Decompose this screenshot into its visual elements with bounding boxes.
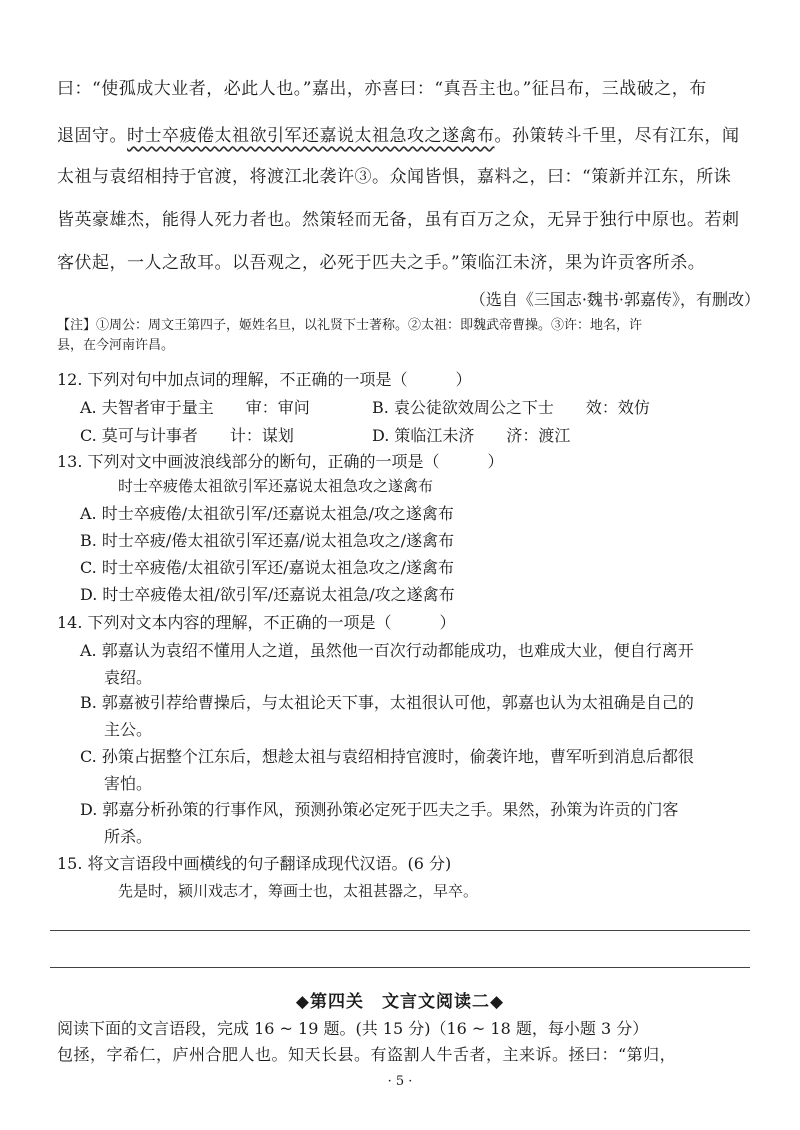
q14-option-b-line2: 主公。 <box>104 720 153 739</box>
section-instruction: 阅读下面的文言语段，完成 16 ~ 19 题。(共 15 分)（16 ~ 18 题，每小题 3 分） <box>57 1019 649 1038</box>
q13-option-c: C. 时士卒疲倦/太祖欲引军还/嘉说太祖急攻之/遂禽布 <box>80 558 455 577</box>
passage-line-2: 退固守。时士卒疲倦太祖欲引军还嘉说太祖急攻之遂禽布。孙策转斗千里，尽有江东，闻 <box>57 126 740 146</box>
q12-option-d: D. 策临江未济 济：渡江 <box>372 426 571 445</box>
note-line-1: 【注】①周公：周文王第四子，姬姓名旦，以礼贤下士著称。②太祖：即魏武帝曹操。③许：地名，许 <box>57 318 643 333</box>
q15-stem: 15. 将文言语段中画横线的句子翻译成现代汉语。(6 分) <box>57 854 452 873</box>
note-line-2: 县，在今河南许昌。 <box>57 338 175 353</box>
section-first-line: 包拯，字希仁，庐州合肥人也。知天长县。有盗割人牛舌者，主来诉。拯曰：“第归， <box>57 1045 677 1064</box>
q14-option-d-line2: 所杀。 <box>104 827 153 846</box>
passage-line-3: 太祖与袁绍相持于官渡，将渡江北袭许③。众闻皆惧，嘉料之，曰：“策新并江东，所诛 <box>57 167 732 187</box>
q13-sentence: 时士卒疲倦太祖欲引军还嘉说太祖急攻之遂禽布 <box>118 477 434 495</box>
q13-stem: 13. 下列对文中画波浪线部分的断句，正确的一项是（ ） <box>57 452 504 471</box>
q13-option-a: A. 时士卒疲倦/太祖欲引军/还嘉说太祖急/攻之遂禽布 <box>80 504 454 523</box>
q14-stem: 14. 下列对文本内容的理解，不正确的一项是（ ） <box>57 613 456 632</box>
annotation-note <box>57 316 754 356</box>
q14-option-b-line1: B. 郭嘉被引荐给曹操后，与太祖论天下事，太祖很认可他，郭嘉也认为太祖确是自己的 <box>80 693 694 712</box>
q13-option-d: D. 时士卒疲倦太祖/欲引军/还嘉说太祖急/攻之遂禽布 <box>80 585 455 604</box>
answer-line-2 <box>50 967 750 968</box>
answer-line-1 <box>50 930 750 931</box>
q12-stem: 12. 下列对句中加点词的理解，不正确的一项是（ ） <box>57 370 472 389</box>
q14-option-c-line2: 害怕。 <box>104 774 153 793</box>
passage-line-5: 客伏起，一人之敌耳。以吾观之，必死于匹夫之手。”策临江未济，果为许贡客所杀。 <box>57 253 706 273</box>
q13-option-b: B. 时士卒疲/倦太祖欲引军还嘉/说太祖急攻之/遂禽布 <box>80 531 455 550</box>
q12-option-c: C. 莫可与计事者 计：谋划 <box>80 426 294 445</box>
q14-option-a-line2: 袁绍。 <box>104 668 153 687</box>
q12-option-a: A. 夫智者审于量主 审：审问 <box>80 398 310 417</box>
passage-line-1: 曰：“使孤成大业者，必此人也。”嘉出，亦喜曰：“真吾主也。”征吕布，三战破之，布 <box>57 79 707 99</box>
passage-line-4: 皆英豪雄杰，能得人死力者也。然策轻而无备，虽有百万之众，无异于独行中原也。若刺 <box>57 210 740 230</box>
q15-sentence: 先是时，颍川戏志才，筹画士也，太祖甚器之，早卒。 <box>118 882 479 900</box>
passage-source: （选自《三国志·魏书·郭嘉传》，有删改） <box>469 290 760 309</box>
q14-option-a-line1: A. 郭嘉认为袁绍不懂用人之道，虽然他一百次行动都能成功，也难成大业，便自行离开 <box>80 641 694 660</box>
q12-option-b: B. 袁公徒欲效周公之下士 效：效仿 <box>372 398 650 417</box>
wavy-underlined-sentence: 时士卒疲倦太祖欲引军还嘉说太祖急攻之遂禽布 <box>127 126 495 146</box>
q14-option-d-line1: D. 郭嘉分析孙策的行事作风，预测孙策必定死于匹夫之手。果然，孙策为许贡的门客 <box>80 800 679 819</box>
section-title: ◆第四关 文言文阅读二◆ <box>295 992 505 1012</box>
q14-option-c-line1: C. 孙策占据整个江东后，想趁太祖与袁绍相持官渡时，偷袭许地，曹军听到消息后都很 <box>80 747 694 766</box>
page-number: · 5 · <box>387 1074 413 1089</box>
